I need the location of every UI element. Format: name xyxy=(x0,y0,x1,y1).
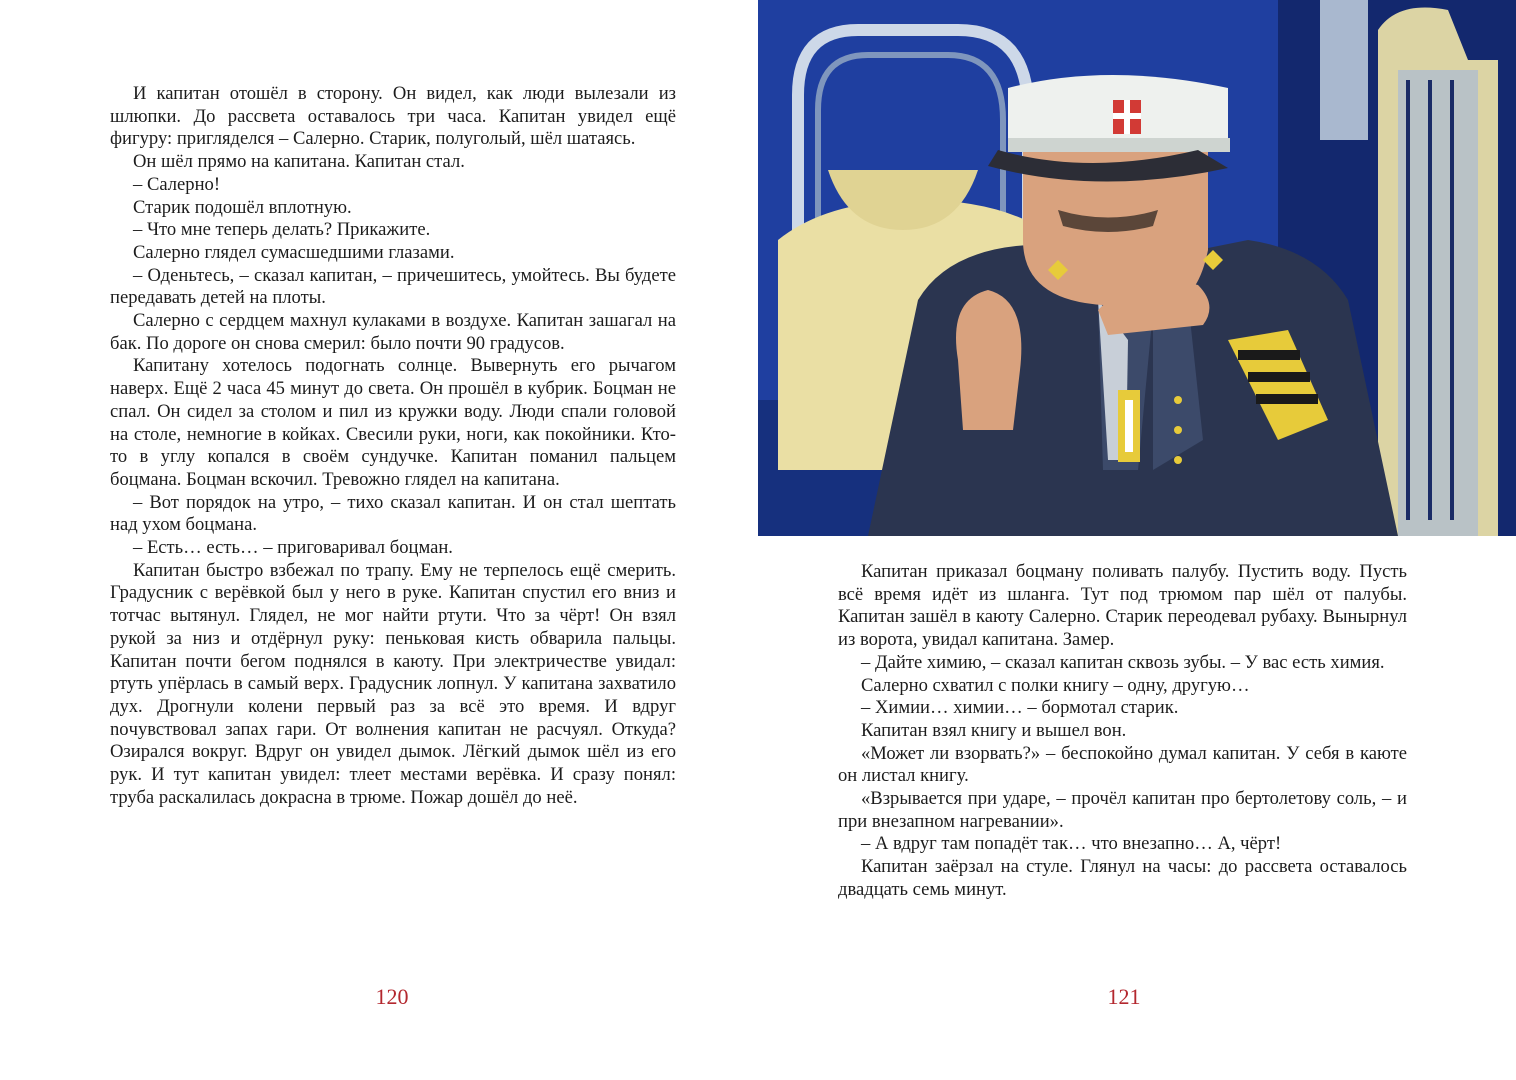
paragraph: Салерно с сердцем махнул кулаками в воздухе. Капитан зашагал на бак. По дороге он снова смерил: было почти 90 градусов. xyxy=(110,310,676,354)
right-page-text xyxy=(838,561,1407,902)
paragraph: – Есть… есть… – приговаривал боцман. xyxy=(133,537,453,559)
paragraph: Капитану хотелось подогнать солнце. Вывернуть его рычагом наверх. Ещё 2 часа 45 минут до света. Он прошёл в кубрик. Боцман не спал. Он сидел за столом и пил из кружки воду. Люди спали головой на столе, немногие в койках. Свесили руки, ноги, как покойники. Кто-то в углу копался в своём сундучке. Капитан поманил пальцем боцмана. Боцман вскочил. Тревожно глядел на капитана. xyxy=(110,355,676,490)
paragraph: – А вдруг там попадёт так… что внезапно… А, чёрт! xyxy=(861,833,1282,855)
left-page-text xyxy=(110,83,676,810)
paragraph: Капитан быстро взбежал по трапу. Ему не терпелось ещё смерить. Градусник с верёвкой был у него в руке. Капитан спустил его вниз и тотчас вытянул. Глядел, не мог найти ртути. Что за чёрт! Он взял рукой за низ и отдёрнул руку: пеньковая кисть обварила пальцы. Капитан почти бегом поднялся в каюту. При электричестве увидал: ртуть упёрлась в самый верх. Градусник лопнул. У капитана захватило дух. Дрогнули колени первый раз за всё это время. И вдруг noчувствовал запах гари. От волнения капитан не расчуял. Откуда? Озирался вокруг. Вдруг он увидел дымок. Лёгкий дымок шёл из его рук. И тут капитан увидел: тлеет местами верёвка. И сразу понял: труба раскалилась докрасна в трюме. Пожар дошёл до неё. xyxy=(110,559,676,808)
page-number: 121 xyxy=(1107,984,1141,1009)
paragraph: Салерно глядел сумасшедшими глазами. xyxy=(133,241,455,263)
paragraph: И капитан отошёл в сторону. Он видел, как люди вылезали из шлюпки. До рассвета оставалось три часа. Капитан увидел ещё фигуру: пригляделся – Салерно. Старик, полуголый, шёл шатаясь. xyxy=(110,83,676,150)
paragraph: Старик подошёл вплотную. xyxy=(133,196,352,218)
paragraph: Капитан приказал боцману поливать палубу. Пустить воду. Пусть всё время идёт из шланга. Тут под трюмом пар шёл от палубы. Капитан зашёл в каюту Салерно. Старик переодевал рубаху. Вынырнул из ворота, увидал капитана. Замер. xyxy=(838,561,1407,651)
paragraph: Салерно схватил с полки книгу – одну, другую… xyxy=(861,674,1250,696)
paragraph: – Химии… химии… – бормотал старик. xyxy=(861,697,1179,719)
paragraph: – Оденьтесь, – сказал капитан, – причешитесь, умойтесь. Вы будете передавать детей на плоты. xyxy=(110,264,676,309)
paragraph: Он шёл прямо на капитана. Капитан стал. xyxy=(133,151,465,173)
captain-illustration-icon xyxy=(758,0,1516,536)
paragraph: Капитан заёрзал на стуле. Глянул на часы: до рассвета оставалось двадцать семь минут. xyxy=(838,856,1407,900)
paragraph: «Может ли взорвать?» – беспокойно думал капитан. У себя в каюте он листал книгу. xyxy=(838,742,1407,787)
paragraph: – Салерно! xyxy=(133,173,221,195)
paragraph: «Взрывается при ударе, – прочёл капитан про бертолетову соль, – и при внезапном нагревании». xyxy=(838,788,1407,832)
paragraph: – Вот порядок на утро, – тихо сказал капитан. И он стал шептать над ухом боцмана. xyxy=(110,491,676,536)
right-page xyxy=(758,0,1516,1080)
page-number: 120 xyxy=(375,984,409,1009)
paragraph: – Дайте химию, – сказал капитан сквозь зубы. – У вас есть химия. xyxy=(861,651,1385,673)
paragraph: – Что мне теперь делать? Прикажите. xyxy=(133,219,431,241)
paragraph: Капитан взял книгу и вышел вон. xyxy=(861,719,1127,741)
